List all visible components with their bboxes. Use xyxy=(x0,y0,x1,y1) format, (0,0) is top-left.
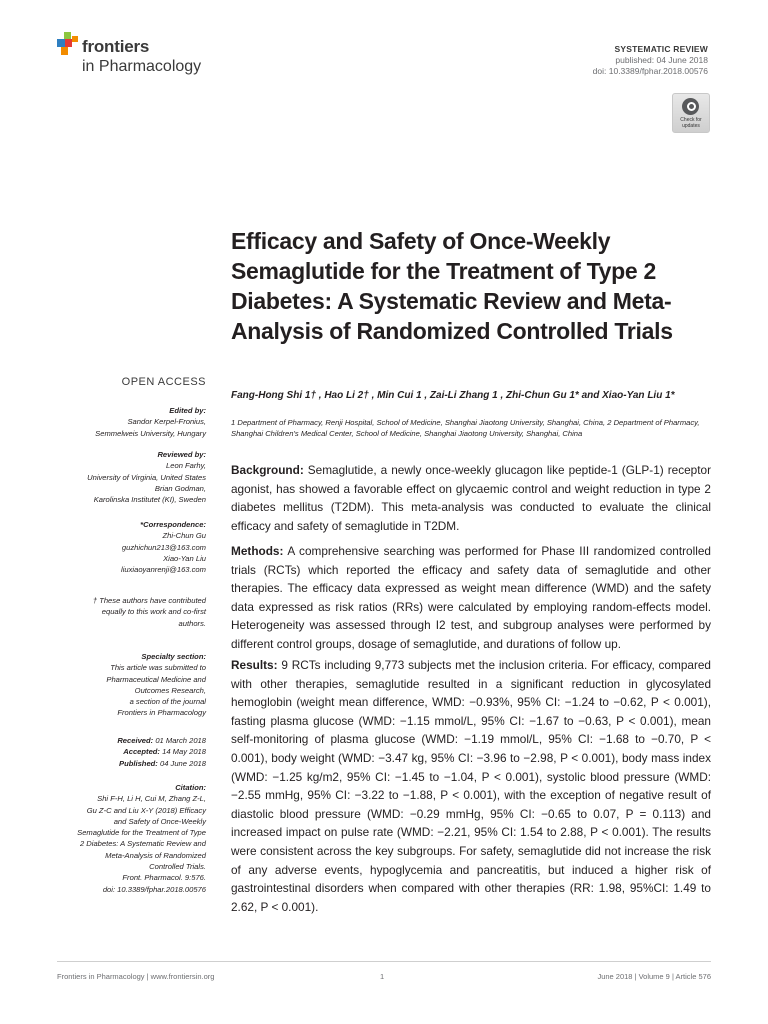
footer-journal-link[interactable]: Frontiers in Pharmacology | www.frontiersin.org xyxy=(57,972,215,981)
specialty-label: Specialty section: xyxy=(141,652,206,661)
correspondent-name: Zhi-Chun Gu xyxy=(162,531,206,541)
correspondent-email-link[interactable]: guzhichun213@163.com xyxy=(121,542,206,552)
methods-label: Methods: xyxy=(231,544,284,558)
correspondence-block xyxy=(121,519,206,575)
specialty-section-block xyxy=(106,651,206,719)
results-label: Results: xyxy=(231,658,278,672)
methods-text: A comprehensive searching was performed for Phase III randomized controlled trials (RCTs) which reported the efficacy and safety data of semaglutide and other therapies. The efficacy data expressed as weight mean difference (WMD) and the safety data expressed as risk ratios (RRs) were calculated by employing random-effects model. Heterogeneity was assessed through I2 test, and subgroup analyses were performed by different control groups, dosage of semaglutide, and durations of follow up. xyxy=(231,544,711,651)
author-list: Fang-Hong Shi 1† , Hao Li 2† , Min Cui 1 , Zai-Li Zhang 1 , Zhi-Chun Gu 1* and Xiao-Yan Liu 1* xyxy=(231,390,675,401)
citation-line: and Safety of Once-Weekly xyxy=(113,816,206,826)
doi[interactable]: doi: 10.3389/fphar.2018.00576 xyxy=(592,66,708,76)
accepted-date xyxy=(117,746,206,757)
citation-line: Front. Pharmacol. 9:576. xyxy=(122,873,206,883)
accepted-label: Accepted: xyxy=(123,747,160,757)
published-date-side xyxy=(117,758,206,769)
citation-line: 2 Diabetes: A Systematic Review and xyxy=(79,839,206,849)
abstract-methods xyxy=(231,542,711,654)
specialty-line: Frontiers in Pharmacology xyxy=(117,708,206,718)
citation-line: Meta-Analysis of Randomized xyxy=(105,850,206,860)
reviewed-by-block xyxy=(87,449,206,505)
abstract-background xyxy=(231,461,711,535)
specialty-line: This article was submitted to xyxy=(110,663,206,673)
received-date xyxy=(117,735,206,746)
background-text: Semaglutide, a newly once-weekly glucagon like peptide-1 (GLP-1) receptor agonist, has showed a favorable effect on glycaemic control and weight reduction in type 2 diabetes mellitus (T2DM). This meta-analysis was conducted to evaluate the clinical efficacy and safety of semaglutide in T2DM. xyxy=(231,463,712,533)
abstract-results xyxy=(231,656,711,916)
citation-line: Shi F-H, Li H, Cui M, Zhang Z-L, xyxy=(97,794,206,804)
open-access-label: OPEN ACCESS xyxy=(121,376,206,388)
received-value: 01 March 2018 xyxy=(155,736,206,745)
specialty-line: Pharmaceutical Medicine and xyxy=(106,674,206,684)
reviewer-affiliation: Karolinska Institutet (KI), Sweden xyxy=(93,495,206,505)
specialty-line: a section of the journal xyxy=(129,697,206,707)
page-number: 1 xyxy=(380,972,385,981)
article-type: SYSTEMATIC REVIEW xyxy=(614,44,708,54)
citation-block xyxy=(77,782,206,895)
correspondence-label: *Correspondence: xyxy=(140,520,206,529)
published-date: published: 04 June 2018 xyxy=(615,55,708,65)
frontiers-logo-icon xyxy=(57,32,79,58)
citation-label: Citation: xyxy=(175,783,206,792)
background-label: Background: xyxy=(231,463,304,477)
editor-affiliation: Semmelweis University, Hungary xyxy=(95,428,206,438)
reviewer-name: Brian Godman, xyxy=(154,483,206,493)
article-title: Efficacy and Safety of Once-Weekly Semaglutide for the Treatment of Type 2 Diabetes: A Systematic Review and Meta-Analysis of Randomized Controlled Trials xyxy=(231,228,673,344)
citation-line: Gu Z-C and Liu X-Y (2018) Efficacy xyxy=(86,805,206,815)
citation-doi-link[interactable]: doi: 10.3389/fphar.2018.00576 xyxy=(102,884,206,894)
reviewed-by-label: Reviewed by: xyxy=(157,450,206,459)
correspondent-name: Xiao-Yan Liu xyxy=(163,553,206,563)
specialty-line: Outcomes Research, xyxy=(134,685,206,695)
journal-name: in Pharmacology xyxy=(82,58,202,75)
edited-by-label: Edited by: xyxy=(169,406,206,415)
journal-brand: frontiers xyxy=(82,37,150,56)
published-value: 04 June 2018 xyxy=(159,758,206,768)
footer-issue-info: June 2018 | Volume 9 | Article 576 xyxy=(597,972,711,981)
check-for-updates-button[interactable] xyxy=(672,93,710,133)
footer-divider xyxy=(57,961,711,962)
correspondent-email-link[interactable]: liuxiaoyanrenji@163.com xyxy=(121,565,206,575)
check-updates-icon xyxy=(682,98,699,115)
note-line: authors. xyxy=(178,618,206,628)
affiliations: 1 Department of Pharmacy, Renji Hospital, School of Medicine, Shanghai Jiaotong University, Shanghai, China, 2 Department of Pharmacy, Shanghai Children's Medical Center, School of Medicine, Shanghai Jiaotong University, Shanghai, China xyxy=(231,418,700,438)
note-line: equally to this work and co-first xyxy=(101,607,206,617)
reviewer-name: Leon Farhy, xyxy=(166,461,206,471)
results-text: 9 RCTs including 9,773 subjects met the inclusion criteria. For efficacy, compared with other therapies, semaglutide resulted in a significant reduction in glycosylated hemoglobin (weight mean difference, WMD: −0.93%, 95% CI: −1.24 to −0.62, P < 0.001), fasting plasma glucose (WMD: −1.15 mmol/L, 95% CI: −1.67 to −0.63, P < 0.001), mean self-monitoring of plasma glucose (WMD: −1.19 mmol/L, 95% CI: −1.68 to −0.70, P < 0.001), body weight (WMD: −3.47 kg, 95% CI: −3.96 to −2.98, P < 0.001), body mass index (WMD: −1.25 kg/m2, 95% CI: −1.45 to −1.04, P < 0.001), systolic blood pressure (WMD: −2.55 mmHg, 95% CI: −3.22 to −1.88, P < 0.001), with the exception of negative result of diastolic blood pressure (WMD: −0.29 mmHg, 95% CI: −0.65 to 0.07, P = 0.113) and increased impact on pulse rate (WMD: −2.21, 95% CI: 1.54 to 2.88, P < 0.001). The results were consistent across the key subgroups. For safety, semaglutide did not increase the risk of any adverse events, hypoglycemia and pancreatitis, but induced a higher risk of gastrointestinal disorders when compared with other therapies (RR: 1.98, 95%CI: 1.49 to 2.62, P < 0.001). xyxy=(231,658,711,914)
dates-block xyxy=(117,735,206,769)
edited-by-block xyxy=(95,405,206,439)
equal-contribution-note xyxy=(93,595,206,629)
check-updates-label: Check for updates xyxy=(680,117,702,129)
reviewer-affiliation: University of Virginia, United States xyxy=(87,472,206,482)
editor-name: Sandor Kerpel-Fronius, xyxy=(127,417,206,427)
accepted-value: 14 May 2018 xyxy=(162,747,206,757)
citation-line: Semaglutide for the Treatment of Type xyxy=(77,828,206,838)
article-meta xyxy=(593,44,708,77)
note-line: † These authors have contributed xyxy=(92,596,206,605)
citation-line: Controlled Trials. xyxy=(149,862,206,872)
published-label: Published: xyxy=(119,758,158,768)
received-label: Received: xyxy=(117,736,154,745)
